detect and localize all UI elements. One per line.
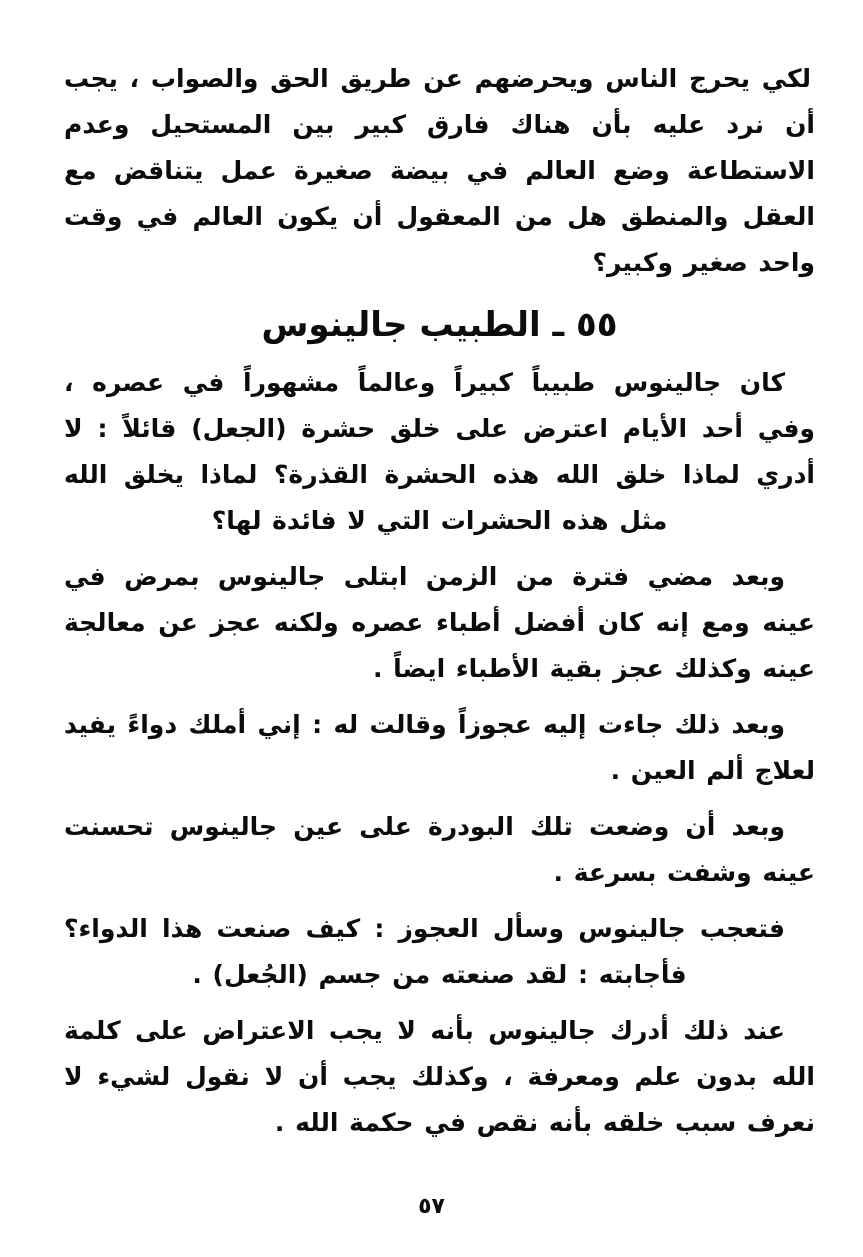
story-paragraph-6: عند ذلك أدرك جالينوس بأنه لا يجب الاعتراض على كلمة الله بدون علم ومعرفة ، وكذلك يجب أن لا نقول لشيء لا نعرف سبب خلقه بأنه نقص في حكمة الله . <box>64 1016 815 1137</box>
chapter-heading: ٥٥ ـ الطبيب جالينوس <box>261 305 618 345</box>
story-paragraph-2: وبعد مضي فترة من الزمن ابتلى جالينوس بمرض في عينه ومع إنه كان أفضل أطباء عصره ولكنه عجز عن معالجة عينه وكذلك عجز بقية الأطباء ايضاً . <box>64 562 815 683</box>
story-paragraph-3: وبعد ذلك جاءت إليه عجوزاً وقالت له : إني أملك دواءً يفيد لعلاج ألم العين . <box>64 710 815 785</box>
story-paragraph-4: وبعد أن وضعت تلك البودرة على عين جالينوس تحسنت عينه وشفت بسرعة . <box>64 812 815 887</box>
story-paragraph-1: كان جالينوس طبيباً كبيراً وعالماً مشهوراً في عصره ، وفي أحد الأيام اعترض على خلق حشرة (الجعل) قائلاً : لا أدري لماذا خلق الله هذه الحشرة القذرة؟ لماذا يخلق الله مثل هذه الحشرات التي لا فائدة لها؟ <box>64 368 815 535</box>
paragraph-continuation: لكي يحرج الناس ويحرضهم عن طريق الحق والصواب ، يجب أن نرد عليه بأن هناك فارق كبير بين المستحيل وعدم الاستطاعة وضع العالم في بيضة صغيرة عمل يتناقض مع العقل والمنطق هل من المعقول أن يكون العالم في وقت واحد صغير وكبير؟ <box>64 64 815 277</box>
page-number: ٥٧ <box>418 1194 445 1219</box>
story-paragraph-5: فتعجب جالينوس وسأل العجوز : كيف صنعت هذا الدواء؟ فأجابته : لقد صنعته من جسم (الجُعل) . <box>64 914 785 989</box>
